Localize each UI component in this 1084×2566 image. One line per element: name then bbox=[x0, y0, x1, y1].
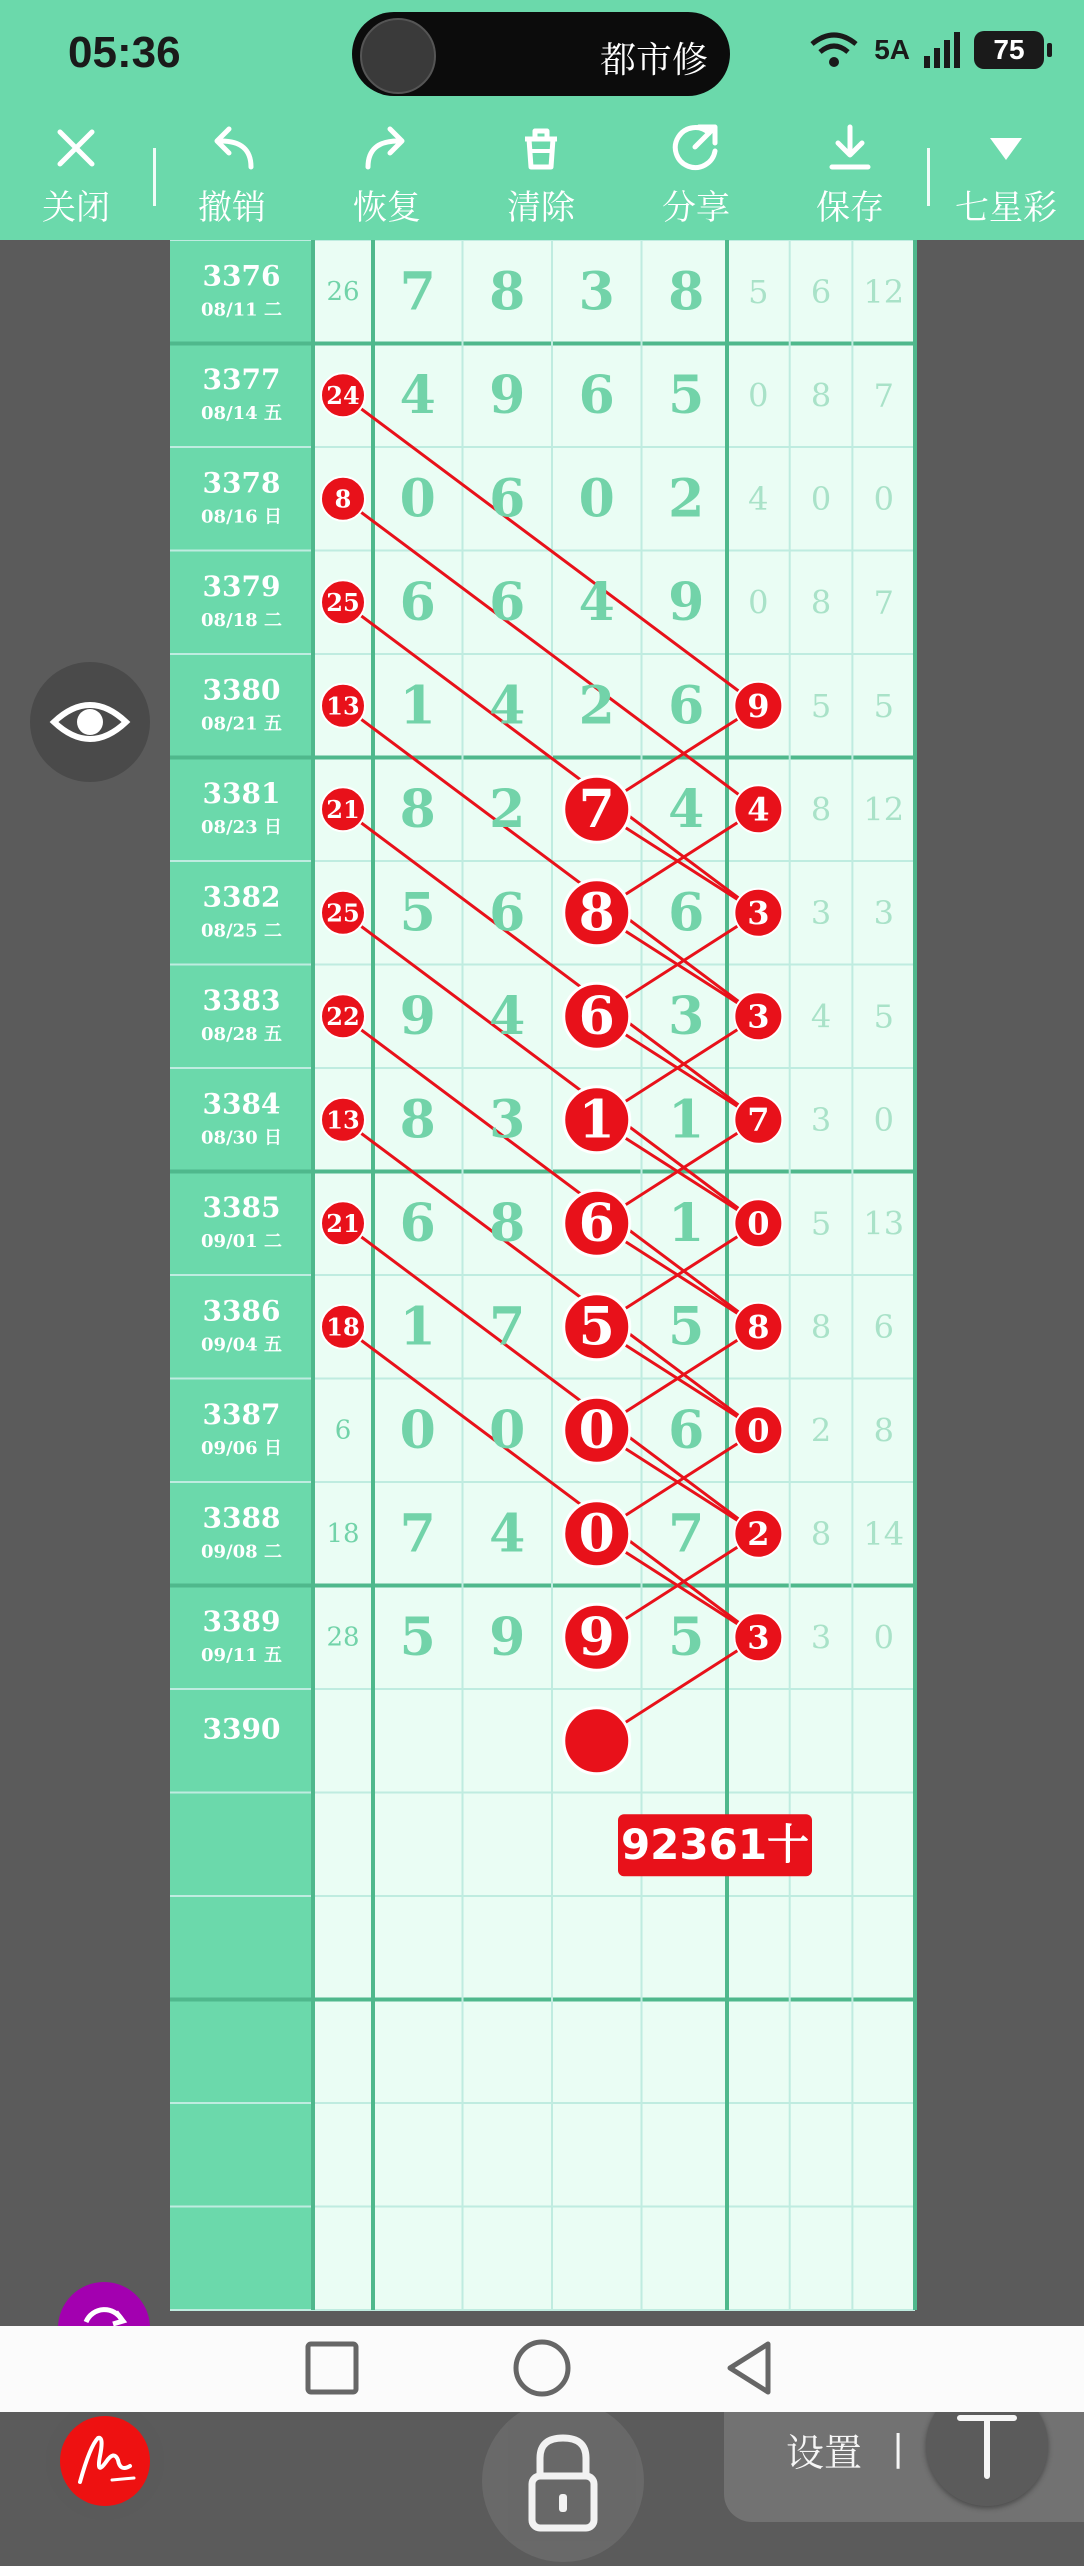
extra-digit: 0 bbox=[873, 479, 894, 518]
issue-number: 3383 bbox=[202, 983, 281, 1017]
issue-number: 3378 bbox=[202, 466, 281, 500]
battery-icon bbox=[974, 31, 1044, 69]
lead-number: 24 bbox=[326, 380, 360, 410]
lead-number: 13 bbox=[326, 691, 360, 721]
extra-digit: 12 bbox=[863, 272, 905, 311]
extra-digit: 5 bbox=[748, 272, 769, 311]
pen-button[interactable] bbox=[46, 2402, 164, 2520]
extra-digit: 5 bbox=[873, 997, 894, 1036]
clear-button[interactable] bbox=[481, 118, 601, 229]
issue-number: 3389 bbox=[202, 1604, 281, 1638]
issue-number: 3379 bbox=[202, 569, 281, 603]
issue-date: 09/06 日 bbox=[201, 1437, 282, 1459]
settings-separator: | bbox=[892, 2428, 905, 2469]
digit: 2 bbox=[489, 778, 526, 840]
extra-digit: 0 bbox=[748, 376, 769, 415]
extra-digit: 2 bbox=[747, 1514, 770, 1553]
digit: 5 bbox=[668, 1606, 705, 1668]
lead-number: 28 bbox=[326, 1622, 360, 1653]
issue-date: 09/01 二 bbox=[201, 1230, 282, 1252]
issue-date: 08/25 二 bbox=[201, 920, 282, 942]
digit: 6 bbox=[489, 571, 526, 633]
digit: 3 bbox=[578, 261, 615, 323]
digit: 1 bbox=[399, 1296, 436, 1358]
download-icon bbox=[826, 123, 874, 173]
digit: 3 bbox=[668, 985, 705, 1047]
media-title: 都市修 bbox=[599, 40, 708, 81]
lock-button[interactable] bbox=[482, 2400, 644, 2562]
extra-digit: 3 bbox=[747, 997, 770, 1036]
eye-icon bbox=[30, 662, 150, 782]
digit: 0 bbox=[399, 468, 436, 530]
lock-icon bbox=[482, 2400, 644, 2562]
extra-digit: 7 bbox=[873, 583, 894, 622]
digit: 4 bbox=[668, 778, 705, 840]
extra-digit: 4 bbox=[810, 997, 832, 1036]
issue-number: 3384 bbox=[202, 1087, 281, 1121]
toolbar bbox=[0, 108, 1084, 240]
digit: 6 bbox=[578, 364, 615, 426]
extra-digit: 4 bbox=[747, 790, 770, 829]
digit: 5 bbox=[578, 1296, 615, 1358]
issue-date: 09/11 五 bbox=[201, 1644, 282, 1666]
lottery-dropdown[interactable] bbox=[946, 118, 1066, 229]
extra-digit: 5 bbox=[873, 686, 894, 725]
digit: 2 bbox=[578, 675, 615, 737]
save-button[interactable] bbox=[790, 118, 910, 229]
digit: 7 bbox=[668, 1503, 705, 1565]
digit: 0 bbox=[578, 1503, 615, 1565]
trend-sheet[interactable] bbox=[0, 240, 1084, 2475]
issue-date: 08/30 日 bbox=[201, 1127, 282, 1149]
digit: 4 bbox=[489, 1503, 526, 1565]
clear-label: 清除 bbox=[507, 188, 575, 228]
network-type: 5A bbox=[874, 34, 910, 65]
digit: 2 bbox=[668, 468, 705, 530]
extra-digit: 2 bbox=[810, 1411, 832, 1450]
issue-date: 08/11 二 bbox=[201, 299, 282, 321]
extra-digit: 0 bbox=[747, 1411, 770, 1450]
extra-digit: 0 bbox=[873, 1100, 894, 1139]
digit: 5 bbox=[668, 1296, 705, 1358]
issue-number: 3382 bbox=[202, 880, 281, 914]
digit: 6 bbox=[668, 1399, 705, 1461]
issue-date: 08/28 五 bbox=[201, 1023, 282, 1045]
lead-number: 25 bbox=[326, 898, 360, 928]
status-bar bbox=[0, 0, 1084, 108]
digit: 5 bbox=[668, 364, 705, 426]
share-label: 分享 bbox=[662, 188, 730, 228]
back-icon[interactable] bbox=[720, 2338, 780, 2398]
digit: 4 bbox=[578, 571, 615, 633]
extra-digit: 6 bbox=[810, 272, 832, 311]
extra-digit: 8 bbox=[810, 1307, 832, 1346]
digit: 1 bbox=[399, 675, 436, 737]
lead-number: 18 bbox=[326, 1518, 360, 1549]
status-icons bbox=[808, 30, 1044, 70]
toolbar-divider bbox=[927, 148, 930, 206]
lead-number: 21 bbox=[326, 1208, 360, 1238]
digit: 0 bbox=[578, 468, 615, 530]
extra-digit: 7 bbox=[873, 376, 894, 415]
digit: 5 bbox=[399, 882, 436, 944]
digit: 1 bbox=[578, 1089, 615, 1151]
digit: 9 bbox=[489, 364, 526, 426]
lead-number: 6 bbox=[334, 1415, 352, 1446]
issue-number: 3385 bbox=[202, 1190, 281, 1224]
digit: 6 bbox=[399, 1192, 436, 1254]
digit: 0 bbox=[489, 1399, 526, 1461]
system-nav-bar bbox=[0, 2326, 1084, 2412]
extra-digit: 5 bbox=[810, 686, 832, 725]
extra-digit: 5 bbox=[810, 1204, 832, 1243]
digit: 8 bbox=[489, 1192, 526, 1254]
digit: 7 bbox=[489, 1296, 526, 1358]
digit: 9 bbox=[668, 571, 705, 633]
issue-date: 08/18 二 bbox=[201, 609, 282, 631]
extra-digit: 0 bbox=[748, 583, 769, 622]
clock: 05:36 bbox=[68, 28, 181, 77]
home-icon[interactable] bbox=[511, 2337, 573, 2399]
digit: 7 bbox=[399, 261, 436, 323]
issue-number: 3390 bbox=[202, 1712, 281, 1746]
digit: 9 bbox=[489, 1606, 526, 1668]
extra-digit: 0 bbox=[747, 1204, 770, 1243]
digit: 5 bbox=[399, 1606, 436, 1668]
digit: 6 bbox=[578, 985, 615, 1047]
extra-digit: 3 bbox=[747, 893, 770, 932]
digit: 4 bbox=[489, 985, 526, 1047]
issue-date: 09/08 二 bbox=[201, 1541, 282, 1563]
digit: 8 bbox=[668, 261, 705, 323]
digit: 6 bbox=[668, 882, 705, 944]
digit: 8 bbox=[399, 778, 436, 840]
digit: 6 bbox=[399, 571, 436, 633]
redo-label: 恢复 bbox=[353, 188, 421, 228]
lead-number: 26 bbox=[326, 276, 360, 307]
redo-button[interactable] bbox=[327, 118, 447, 229]
extra-digit: 13 bbox=[863, 1204, 905, 1243]
close-button[interactable] bbox=[16, 118, 136, 229]
share-icon bbox=[669, 121, 723, 175]
digit: 8 bbox=[578, 882, 615, 944]
dynamic-island[interactable] bbox=[352, 12, 730, 96]
extra-digit: 3 bbox=[810, 1100, 832, 1139]
extra-digit: 8 bbox=[873, 1411, 894, 1450]
extra-digit: 3 bbox=[747, 1618, 770, 1657]
digit: 1 bbox=[668, 1192, 705, 1254]
lead-number: 21 bbox=[326, 794, 360, 824]
lead-number: 22 bbox=[326, 1001, 360, 1031]
digit: 6 bbox=[578, 1192, 615, 1254]
wifi-icon bbox=[808, 30, 860, 70]
extra-digit: 8 bbox=[810, 376, 832, 415]
digit: 6 bbox=[489, 882, 526, 944]
toolbar-divider bbox=[153, 148, 156, 206]
lead-number: 8 bbox=[334, 484, 352, 514]
digit: 9 bbox=[399, 985, 436, 1047]
extra-digit: 8 bbox=[810, 583, 832, 622]
issue-number: 3376 bbox=[202, 259, 281, 293]
settings-label[interactable]: 设置 bbox=[786, 2431, 863, 2475]
pen-scribble-icon bbox=[60, 2416, 150, 2506]
prediction-ball[interactable] bbox=[564, 1708, 630, 1774]
digit: 4 bbox=[489, 675, 526, 737]
extra-digit: 0 bbox=[810, 479, 832, 518]
extra-digit: 14 bbox=[863, 1514, 905, 1553]
issue-date: 08/23 日 bbox=[201, 816, 282, 838]
digit: 7 bbox=[578, 778, 615, 840]
digit: 7 bbox=[399, 1503, 436, 1565]
extra-digit: 3 bbox=[873, 893, 894, 932]
digit: 6 bbox=[489, 468, 526, 530]
close-icon bbox=[52, 124, 100, 172]
issue-date: 08/14 五 bbox=[201, 402, 282, 424]
extra-digit: 4 bbox=[748, 479, 769, 518]
digit: 0 bbox=[399, 1399, 436, 1461]
trash-icon bbox=[517, 123, 565, 173]
issue-number: 3381 bbox=[202, 776, 281, 810]
extra-digit: 8 bbox=[810, 790, 832, 829]
eye-button[interactable] bbox=[30, 662, 150, 782]
extra-digit: 9 bbox=[747, 686, 770, 725]
extra-digit: 3 bbox=[810, 1618, 832, 1657]
issue-date: 09/04 五 bbox=[201, 1334, 282, 1356]
issue-date: 08/16 日 bbox=[201, 506, 282, 528]
digit: 1 bbox=[668, 1089, 705, 1151]
pen-button-face bbox=[60, 2416, 150, 2506]
extra-digit: 6 bbox=[873, 1307, 894, 1346]
triangle-down-icon bbox=[986, 132, 1026, 164]
redo-icon bbox=[360, 123, 414, 173]
lead-number: 25 bbox=[326, 587, 360, 617]
lead-number: 13 bbox=[326, 1105, 360, 1135]
share-button[interactable] bbox=[636, 118, 756, 229]
digit: 4 bbox=[399, 364, 436, 426]
battery-level: 75 bbox=[993, 34, 1025, 65]
media-thumbnail bbox=[360, 18, 436, 94]
issue-number: 3388 bbox=[202, 1501, 281, 1535]
extra-digit: 3 bbox=[810, 893, 832, 932]
undo-icon bbox=[205, 123, 259, 173]
close-label: 关闭 bbox=[42, 188, 110, 228]
trend-grid[interactable] bbox=[0, 240, 1084, 2326]
recents-icon[interactable] bbox=[302, 2338, 362, 2398]
undo-label: 撤销 bbox=[198, 188, 266, 228]
digit: 9 bbox=[578, 1606, 615, 1668]
lead-number: 18 bbox=[326, 1312, 360, 1342]
extra-digit: 8 bbox=[810, 1514, 832, 1553]
digit: 0 bbox=[578, 1399, 615, 1461]
issue-date: 08/21 五 bbox=[201, 713, 282, 735]
digit: 6 bbox=[668, 675, 705, 737]
lottery-label: 七星彩 bbox=[955, 188, 1057, 228]
extra-digit: 7 bbox=[747, 1100, 770, 1139]
extra-digit: 0 bbox=[873, 1618, 894, 1657]
digit: 8 bbox=[489, 261, 526, 323]
digit: 8 bbox=[399, 1089, 436, 1151]
undo-button[interactable] bbox=[172, 118, 292, 229]
issue-number: 3377 bbox=[202, 362, 281, 396]
extra-digit: 12 bbox=[863, 790, 905, 829]
issue-number: 3380 bbox=[202, 673, 281, 707]
save-label: 保存 bbox=[816, 188, 884, 228]
prediction-label: 92361十 bbox=[620, 1819, 810, 1869]
issue-number: 3386 bbox=[202, 1294, 281, 1328]
extra-digit: 8 bbox=[747, 1307, 770, 1346]
digit: 3 bbox=[489, 1089, 526, 1151]
issue-number: 3387 bbox=[202, 1397, 281, 1431]
signal-icon bbox=[924, 32, 960, 68]
